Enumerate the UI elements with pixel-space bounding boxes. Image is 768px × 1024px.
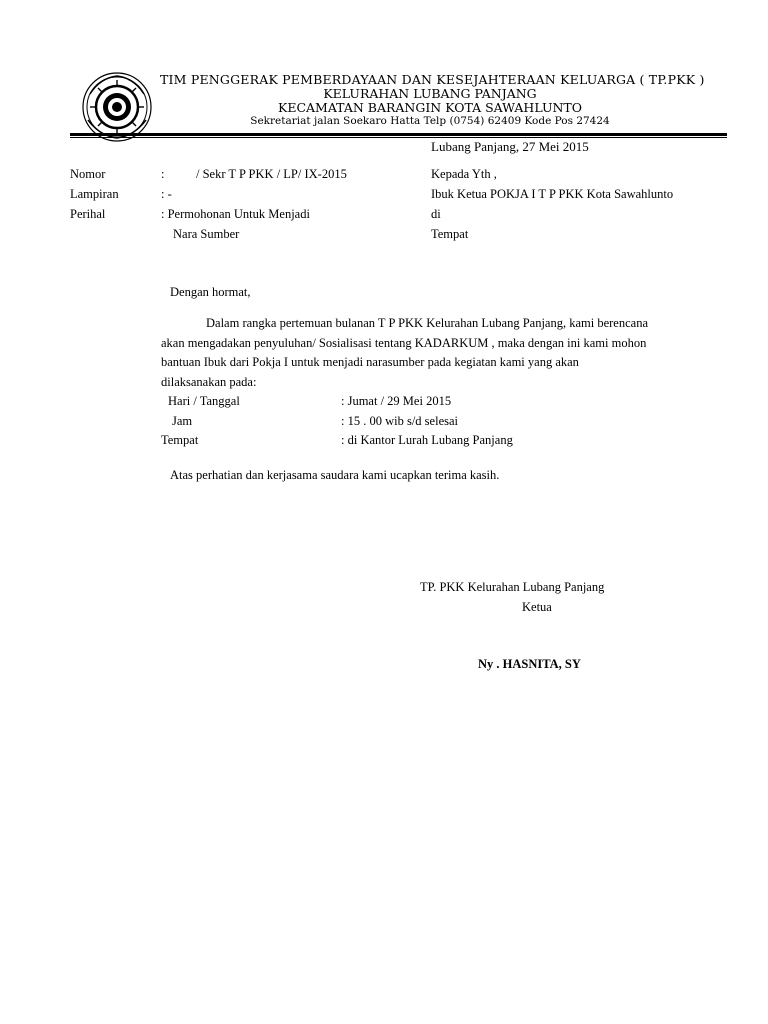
lampiran-label: Lampiran (70, 187, 119, 201)
schedule-time-value: : 15 . 00 wib s/d selesai (341, 414, 459, 428)
letterhead-kecamatan: KECAMATAN BARANGIN KOTA SAWAHLUNTO (277, 100, 583, 115)
perihal-label: Perihal (70, 207, 106, 221)
closing-sentence: Atas perhatian dan kerjasama saudara kami ucapkan terima kasih. (170, 468, 500, 482)
schedule-day-label: Hari / Tanggal (168, 394, 240, 408)
schedule-day-value: : Jumat / 29 Mei 2015 (341, 394, 452, 408)
paragraph-line-2: akan mengadakan penyuluhan/ Sosialisasi tentang KADARKUM , maka dengan ini kami mohon (161, 336, 647, 350)
schedule-place-label: Tempat (161, 433, 199, 447)
recipient-salutation: Kepada Yth , (431, 167, 497, 181)
signature-name: Ny . HASNITA, SY (478, 657, 581, 671)
schedule-time-label: Jam (172, 414, 193, 428)
letterhead-org-name: TIM PENGGERAK PEMBERDAYAAN DAN KESEJAHTERAAN KELUARGA ( TP.PKK ) (160, 72, 705, 87)
recipient-place: Tempat (431, 227, 469, 241)
nomor-value: / Sekr T P PKK / LP/ IX-2015 (196, 167, 347, 181)
lampiran-value: : - (161, 187, 172, 201)
paragraph-line-3: bantuan Ibuk dari Pokja I untuk menjadi narasumber pada kegiatan kami yang akan (161, 355, 579, 369)
nomor-colon: : (161, 167, 165, 181)
letter-date: Lubang Panjang, 27 Mei 2015 (431, 139, 589, 154)
signature-title: Ketua (522, 600, 552, 614)
recipient-name: Ibuk Ketua POKJA I T P PKK Kota Sawahlunto (431, 187, 674, 201)
signature-org: TP. PKK Kelurahan Lubang Panjang (420, 580, 605, 594)
letterhead-divider-thin (70, 137, 727, 138)
paragraph-line-4: dilaksanakan pada: (161, 375, 257, 389)
perihal-value-line1: : Permohonan Untuk Menjadi (161, 207, 310, 221)
letterhead-divider-thick (70, 133, 727, 136)
perihal-value-line2: Nara Sumber (173, 227, 240, 241)
letterhead-address: Sekretariat jalan Soekaro Hatta Telp (0754) 62409 Kode Pos 27424 (250, 115, 610, 127)
letterhead-kelurahan: KELURAHAN LUBANG PANJANG (323, 86, 537, 101)
paragraph-line-1: Dalam rangka pertemuan bulanan T P PKK Kelurahan Lubang Panjang, kami berencana (206, 316, 648, 330)
greeting: Dengan hormat, (170, 285, 251, 299)
recipient-di: di (431, 207, 441, 221)
nomor-label: Nomor (70, 167, 106, 181)
schedule-place-value: : di Kantor Lurah Lubang Panjang (341, 433, 513, 447)
